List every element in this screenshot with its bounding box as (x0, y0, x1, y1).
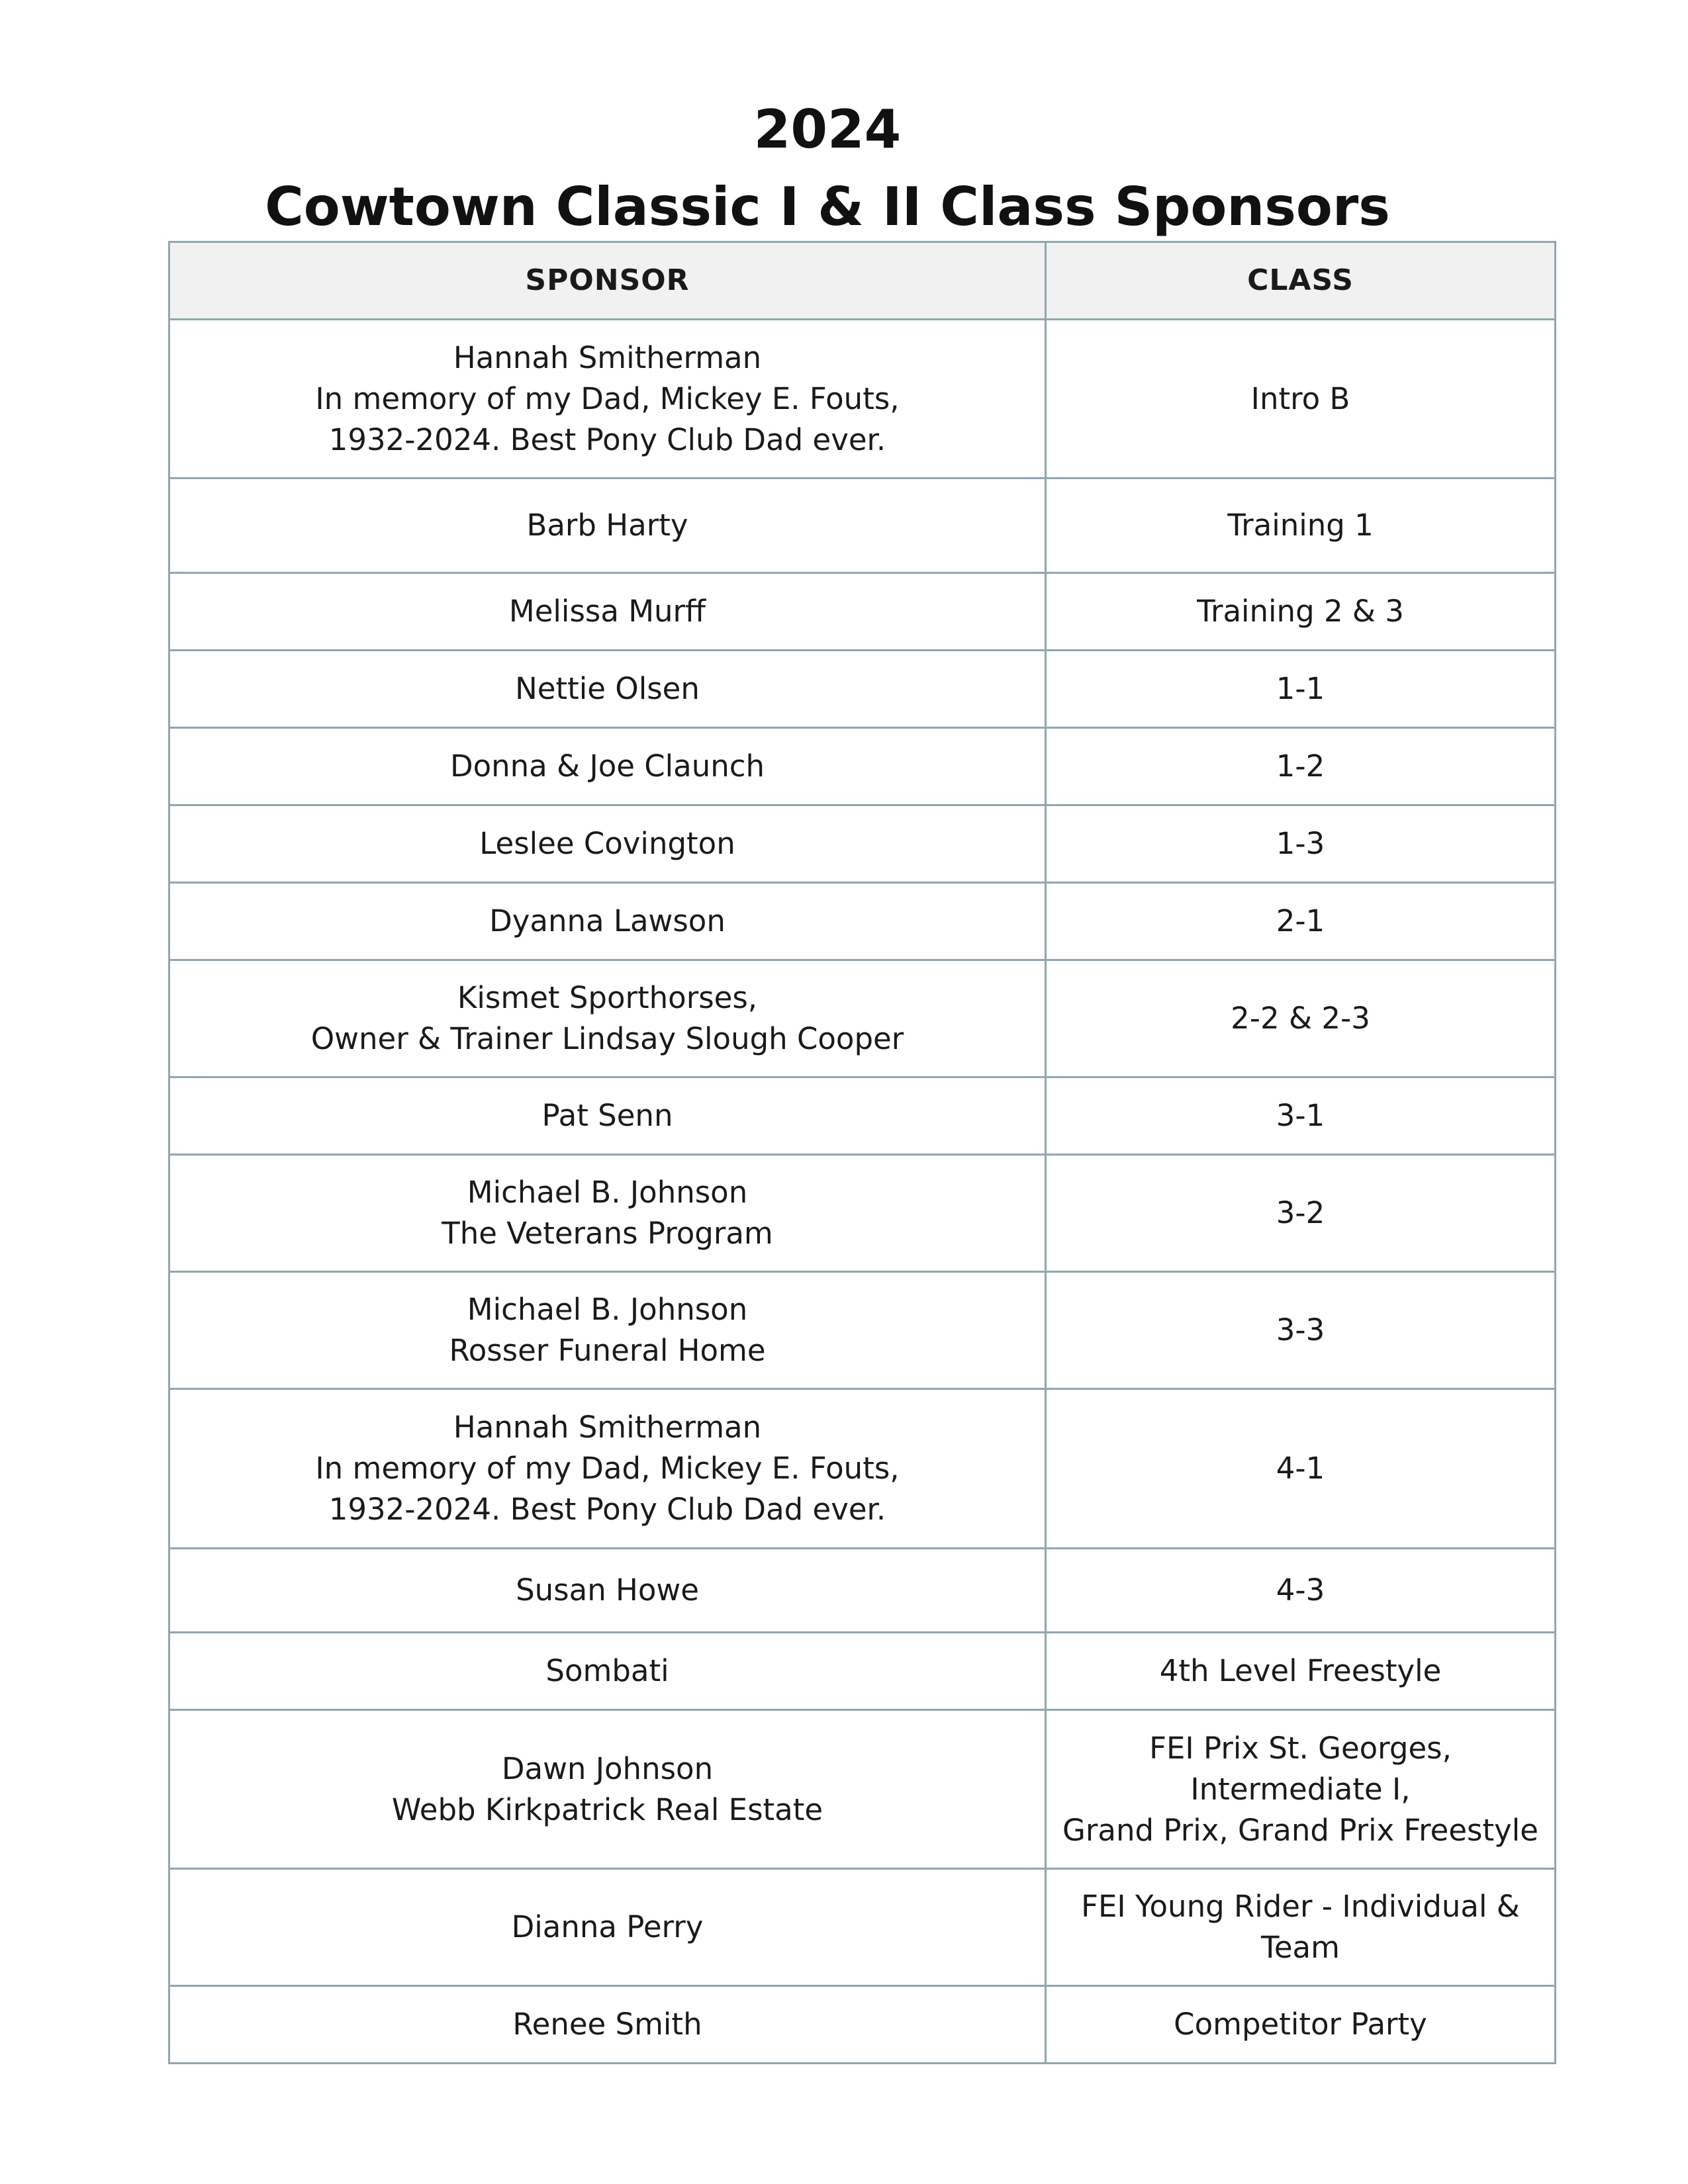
class-cell: FEI Young Rider - Individual & Team (1046, 1869, 1556, 1986)
class-cell: 1-1 (1046, 651, 1556, 728)
table-row (169, 1986, 1556, 2064)
sponsors-table (168, 241, 1556, 2064)
class-cell: 3-1 (1046, 1077, 1556, 1155)
class-cell: Training 2 & 3 (1046, 573, 1556, 651)
table-row (169, 1155, 1556, 1272)
sponsor-cell: Melissa Murff (169, 573, 1046, 651)
sponsor-cell: Hannah Smitherman In memory of my Dad, Mickey E. Fouts, 1932-2024. Best Pony Club Dad ever. (169, 320, 1046, 478)
table-row (169, 883, 1556, 960)
class-cell: 1-3 (1046, 805, 1556, 883)
class-cell: 3-2 (1046, 1155, 1556, 1272)
table-row (169, 728, 1556, 805)
sponsor-cell: Kismet Sporthorses, Owner & Trainer Lindsay Slough Cooper (169, 960, 1046, 1077)
sponsor-cell: Susan Howe (169, 1549, 1046, 1633)
sponsor-cell: Nettie Olsen (169, 651, 1046, 728)
sponsor-cell: Barb Harty (169, 478, 1046, 573)
class-cell: 4th Level Freestyle (1046, 1633, 1556, 1710)
table-row (169, 573, 1556, 651)
table-row (169, 651, 1556, 728)
class-cell: 4-3 (1046, 1549, 1556, 1633)
class-cell: 2-1 (1046, 883, 1556, 960)
sponsor-cell: Dianna Perry (169, 1869, 1046, 1986)
table-row (169, 1633, 1556, 1710)
class-cell: 1-2 (1046, 728, 1556, 805)
class-cell: Competitor Party (1046, 1986, 1556, 2064)
table-row (169, 960, 1556, 1077)
sponsor-cell: Pat Senn (169, 1077, 1046, 1155)
class-cell: 3-3 (1046, 1272, 1556, 1389)
page-title: Cowtown Classic I & II Class Sponsors (265, 176, 1390, 238)
sponsor-cell: Hannah Smitherman In memory of my Dad, Mickey E. Fouts, 1932-2024. Best Pony Club Dad ever. (169, 1389, 1046, 1549)
class-cell: FEI Prix St. Georges, Intermediate I, Grand Prix, Grand Prix Freestyle (1046, 1710, 1556, 1869)
table-row (169, 1869, 1556, 1986)
table-row (169, 1077, 1556, 1155)
class-cell: Intro B (1046, 320, 1556, 478)
table-row (169, 805, 1556, 883)
sponsor-column-header: SPONSOR (169, 242, 1046, 320)
title-year: 2024 (753, 99, 902, 160)
sponsor-cell: Michael B. Johnson The Veterans Program (169, 1155, 1046, 1272)
table-row (169, 1549, 1556, 1633)
table-row (169, 1272, 1556, 1389)
class-cell: Training 1 (1046, 478, 1556, 573)
table-header-row (169, 242, 1556, 320)
sponsor-cell: Donna & Joe Claunch (169, 728, 1046, 805)
sponsor-cell: Renee Smith (169, 1986, 1046, 2064)
class-cell: 4-1 (1046, 1389, 1556, 1549)
table-row (169, 320, 1556, 478)
sponsor-cell: Dyanna Lawson (169, 883, 1046, 960)
table-row (169, 478, 1556, 573)
sponsor-cell: Sombati (169, 1633, 1046, 1710)
table-row (169, 1710, 1556, 1869)
sponsor-cell: Leslee Covington (169, 805, 1046, 883)
class-cell: 2-2 & 2-3 (1046, 960, 1556, 1077)
table-row (169, 1389, 1556, 1549)
sponsor-cell: Dawn Johnson Webb Kirkpatrick Real Estate (169, 1710, 1046, 1869)
sponsor-cell: Michael B. Johnson Rosser Funeral Home (169, 1272, 1046, 1389)
class-column-header: CLASS (1046, 242, 1556, 320)
